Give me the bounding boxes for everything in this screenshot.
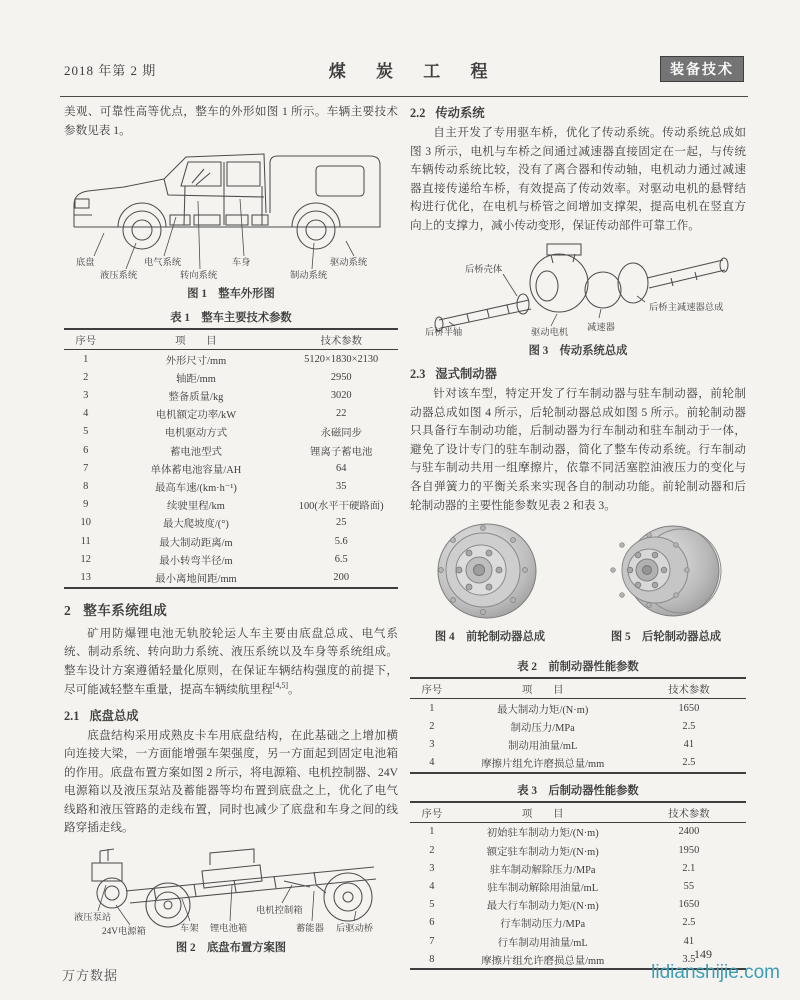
fig3-label-reducer: 减速器	[587, 323, 615, 334]
figure1-truck-drawing	[64, 143, 398, 283]
figure4-front-brake-image	[415, 519, 565, 623]
figure3-caption: 图 3 传动系统总成	[528, 345, 628, 358]
table-row: 4 驻车制动解除用油量/mL 55	[429, 881, 695, 895]
figure1-caption: 图 1 整车外形图	[187, 288, 275, 301]
page-header	[64, 56, 744, 82]
issue-label: 2018 年第 2 期	[64, 62, 157, 78]
table2-title: 表 2 前制动器性能参数	[517, 661, 639, 674]
figure2	[64, 841, 398, 937]
table-row: 7 行车制动用油量/mL 41	[429, 935, 695, 949]
figure4	[410, 519, 570, 650]
fig3-label-main-reducer: 后桥主减速器总成	[649, 303, 724, 314]
table-header-row	[64, 329, 398, 350]
table-row: 2 轴距/mm 2950	[83, 371, 352, 385]
table-row: 13 最小离地间距/mm 200	[80, 571, 350, 585]
fig1-label-chassis: 底盘	[76, 258, 95, 269]
table-row: 2 额定驻车制动力矩/(N·m) 1950	[429, 844, 700, 858]
table-row: 6 蓄电池型式 锂离子蓄电池	[83, 444, 373, 458]
figure4-5-row	[410, 519, 746, 650]
fig1-label-electric: 电气系统	[144, 258, 182, 269]
fig3-label-axle-housing: 后桥壳体	[465, 265, 503, 276]
section2-paragraph: 矿用防爆锂电池无轨胶轮运人车主要由底盘总成、电气系统、制动系统、转向助力系统、液压系统以及车身等系统组成。整车设计方案遵循轻量化原则，在保证车辆结构强度的前提下，尽可能减轻整车重量，提高车辆续航里程[4,5]。	[64, 626, 398, 697]
wanfang-data-mark: 万方数据	[62, 968, 119, 983]
figure2-chassis-drawing	[64, 841, 398, 937]
table-row: 8 最高车速/(km·h⁻¹) 35	[83, 481, 347, 494]
fig2-label-frame: 车架	[180, 923, 199, 934]
table-row: 3 驻车制动解除压力/MPa 2.1	[429, 862, 696, 876]
fig3-label-half-shaft: 后桥半轴	[425, 328, 463, 339]
table-row: 4 摩擦片组允许磨损总量/mm 2.5	[429, 757, 696, 771]
col-header-value: 技术参数	[284, 329, 398, 350]
figure1	[64, 143, 398, 283]
header-divider	[60, 96, 748, 97]
table-row: 11 最大制动距离/m 5.6	[80, 535, 348, 549]
section-badge: 装备技术	[660, 56, 744, 82]
table-row: 4 电机额定功率/kW 22	[83, 408, 347, 422]
table-row: 7 单体蓄电池容量/AH 64	[83, 462, 347, 476]
journal-title: 煤 炭 工 程	[328, 61, 501, 81]
right-column	[410, 103, 746, 970]
figure3	[410, 238, 746, 340]
section2-2-heading: 2.2 传动系统	[410, 106, 485, 120]
table-row: 8 摩擦片组允许磨损总量/mm 3.5	[429, 953, 696, 967]
table1-title: 表 1 整车主要技术参数	[170, 312, 292, 325]
table-row: 9 续驶里程/km 100(水平干硬路面)	[83, 499, 384, 513]
figure5-caption: 图 5 后轮制动器总成	[610, 631, 722, 644]
section2-1-paragraph: 底盘结构采用成熟皮卡车用底盘结构，在此基础之上增加横向连接大梁，一方面能增强车架强度，另一方面起到固定电池箱的作用。底盘布置方案如图 2 所示，将电源箱、电机控制器、24V 电源箱以及液压泵站及蓄能器等均布置到底盘之上，优化了电气线路和液压管路的走线布置，同时也减少了底盘和车身之间的线路穿插走线。	[64, 728, 398, 835]
col-header-no: 序号	[64, 329, 107, 350]
fig1-label-hydraulic: 液压系统	[100, 271, 138, 282]
fig2-label-hydraulic-pump: 液压泵站	[74, 912, 112, 923]
section2-heading: 2 整车系统组成	[64, 602, 168, 618]
page-number: 149	[694, 947, 712, 961]
table-row: 3 整备质量/kg 3020	[83, 390, 352, 404]
section2-2-paragraph: 自主开发了专用驱车桥，优化了传动系统。传动系统总成如图 3 所示，电机与车桥之间通过减速器直接固定在一起，与传统车辆传动系统比较，没有了离合器和传动轴，电机动力通过减速器直接传递给车桥，有效提高了传动效率。对驱动电机的悬臂结构进行优化，在电机与桥管之间增加支撑架，提高电机在竖直方向上的支撑力，减小传动变形，保证传动部件可靠工作。	[410, 126, 746, 232]
table-header-row: 序号 项 目 技术参数	[410, 802, 746, 823]
table-row: 12 最小转弯半径/m 6.5	[80, 553, 348, 567]
col-header-item: 项 目	[107, 329, 284, 350]
left-column	[64, 103, 398, 961]
table-row: 1 初始驻车制动力矩/(N·m) 2400	[429, 826, 700, 840]
figure3-axle-drawing	[411, 238, 745, 340]
fig1-label-body: 车身	[232, 258, 251, 269]
table-row: 5 最大行车制动力矩/(N·m) 1650	[429, 899, 700, 913]
section2-3-heading: 2.3 湿式制动器	[410, 367, 497, 382]
figure5	[586, 519, 746, 650]
fig1-label-brake: 制动系统	[290, 271, 328, 282]
figure2-caption: 图 2 底盘布置方案图	[175, 941, 287, 954]
fig2-label-24v-box: 24V电源箱	[102, 926, 146, 937]
fig1-label-drive: 驱动系统	[330, 258, 368, 269]
fig3-label-drive-motor: 驱动电机	[531, 328, 569, 339]
figure5-rear-brake-image	[591, 519, 741, 623]
section2-1-heading: 2.1 底盘总成	[64, 708, 139, 723]
table-row: 6 行车制动压力/MPa 2.5	[429, 917, 696, 931]
reference-marker: [4,5]	[272, 681, 289, 691]
fig2-label-battery-box: 锂电池箱	[210, 923, 248, 934]
fig2-label-motor-controller: 电机控制箱	[256, 905, 303, 916]
table1	[64, 328, 398, 588]
intro-paragraph: 美观、可靠性高等优点，整车的外形如图 1 所示。车辆主要技术参数见表 1。	[64, 105, 398, 137]
table3-title: 表 3 后制动器性能参数	[517, 784, 639, 797]
watermark-text: lidianshijie.com	[651, 962, 780, 983]
table3	[410, 801, 746, 971]
table-row: 3 制动用油量/mL 41	[429, 739, 695, 753]
fig2-label-rear-axle: 后驱动桥	[336, 923, 374, 934]
table-header-row: 序号 项 目 技术参数	[410, 678, 746, 699]
section2-3-paragraph: 针对该车型，特定开发了行车制动器与驻车制动器，前轮制动器总成如图 4 所示，后轮制动器总成如图 5 所示。前轮制动器只具备行车制动功能，后制动器为行车制动和驻车制动于一体，避免了设计专门的驻车制动器，简化了整车传动系统。行车制动与驻车制动共用一组摩擦片，依靠不同活塞腔油液压力的变化与各自弹簧力的平衡关系来实现各自的制动功能。前轮制动器和后轮制动器的主要性能参数见表 2 和表 3。	[410, 387, 746, 512]
table2	[410, 677, 746, 774]
figure4-caption: 图 4 前轮制动器总成	[434, 631, 546, 644]
table-row: 1 最大制动力矩/(N·m) 1650	[429, 702, 700, 716]
table-row: 10 最大爬坡度/(°) 25	[80, 517, 347, 531]
table-row: 2 制动压力/MPa 2.5	[429, 720, 696, 734]
fig1-label-steering: 转向系统	[180, 271, 218, 282]
fig2-label-accumulator: 蓄能器	[296, 923, 324, 934]
table-row: 5 电机驱动方式 永磁同步	[83, 426, 362, 440]
table-row: 1 外形尺寸/mm 5120×1830×2130	[83, 353, 379, 367]
